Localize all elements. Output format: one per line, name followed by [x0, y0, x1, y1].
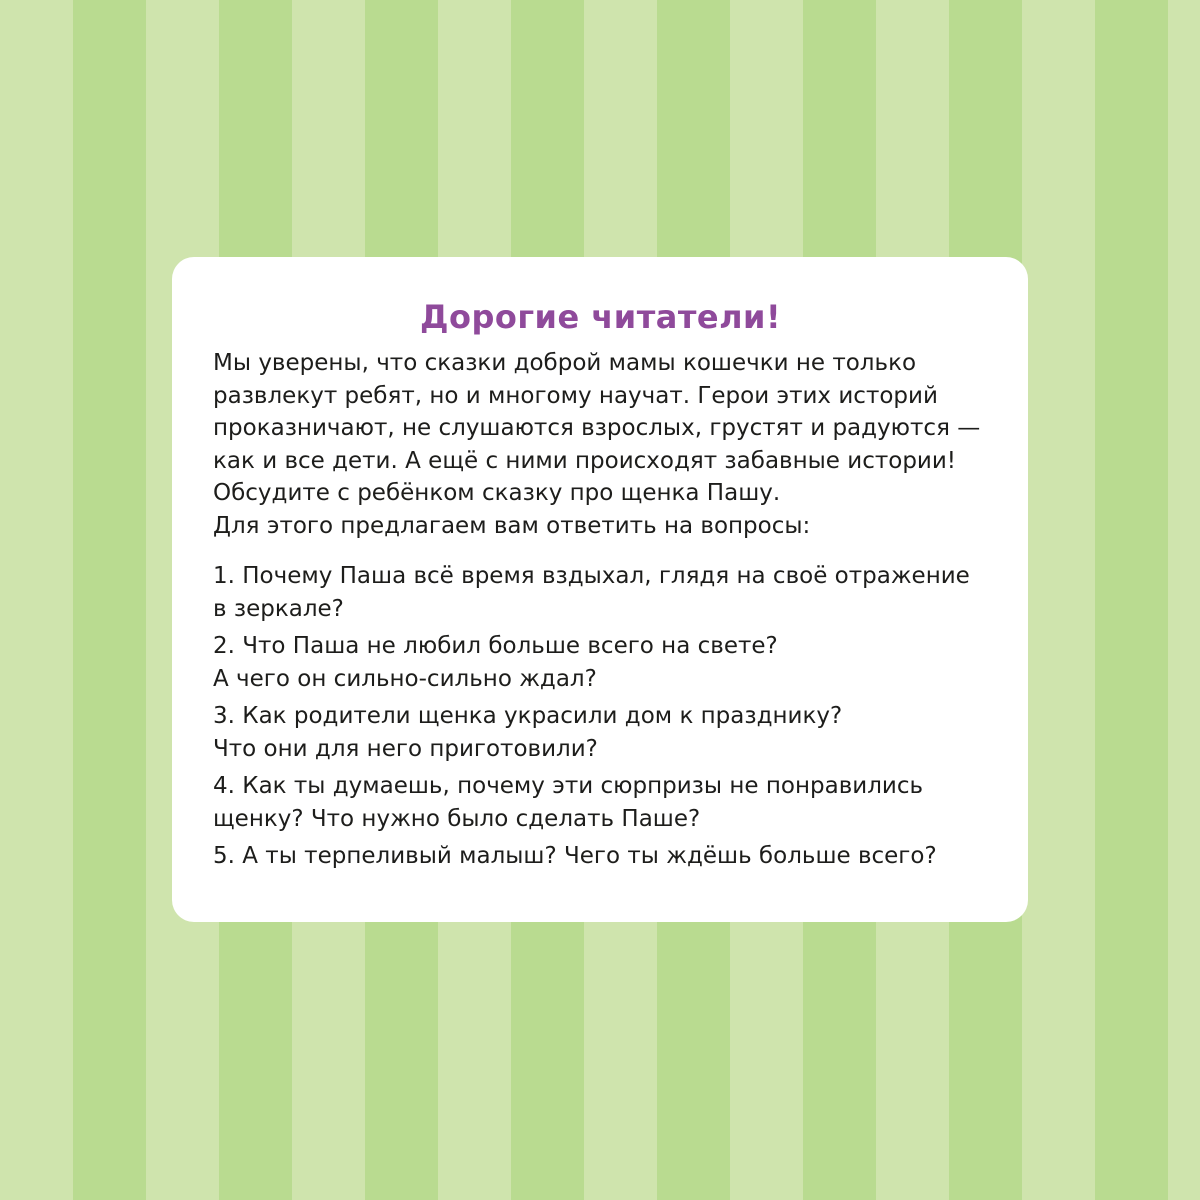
question-line: 2. Что Паша не любил больше всего на свете?	[213, 633, 778, 659]
question-line: А чего он сильно-сильно ждал?	[213, 665, 597, 692]
questions-list	[213, 560, 988, 873]
question-item-2	[213, 630, 988, 695]
question-line: щенку? Что нужно было сделать Паше?	[213, 805, 701, 832]
intro-line: проказничают, не слушаются взрослых, грустят и радуются —	[213, 415, 981, 441]
question-item-5	[213, 840, 988, 873]
question-line: 5. А ты терпеливый малыш? Чего ты ждёшь больше всего?	[213, 843, 937, 869]
question-item-3	[213, 700, 988, 765]
intro-line: Мы уверены, что сказки доброй мамы кошечки не только	[213, 350, 917, 376]
intro-line: как и все дети. А ещё с ними происходят забавные истории!	[213, 447, 957, 474]
question-item-1	[213, 560, 988, 625]
question-line: 3. Как родители щенка украсили дом к празднику?	[213, 703, 843, 729]
info-card	[172, 257, 1028, 922]
card-title: Дорогие читатели!	[419, 298, 782, 336]
question-line: Что они для него приготовили?	[213, 735, 598, 762]
question-line: 4. Как ты думаешь, почему эти сюрпризы не понравились	[213, 773, 924, 799]
intro-line: Для этого предлагаем вам ответить на вопросы:	[213, 512, 811, 539]
question-item-4	[213, 770, 988, 835]
question-line: в зеркале?	[213, 595, 344, 622]
intro-line: развлекут ребят, но и многому научат. Герои этих историй	[213, 382, 938, 409]
intro-line: Обсудите с ребёнком сказку про щенка Пашу.	[213, 480, 781, 506]
question-line: 1. Почему Паша всё время вздыхал, глядя на своё отражение	[213, 563, 970, 589]
intro-paragraph	[213, 347, 988, 542]
